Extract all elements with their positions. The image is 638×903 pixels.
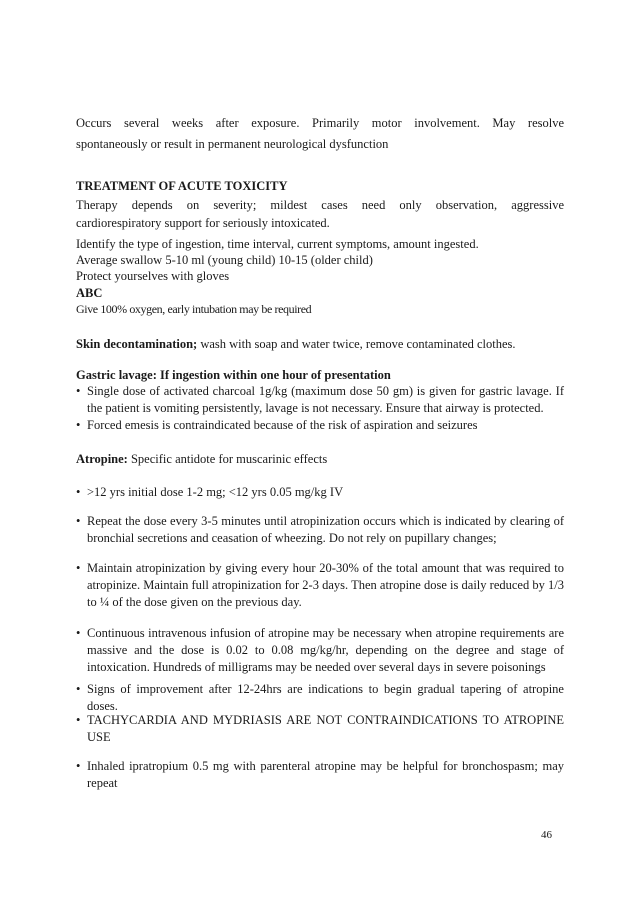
oxygen-line: Give 100% oxygen, early intubation may be required (76, 302, 312, 316)
gastric-bullet-2 (76, 417, 564, 434)
bullet-text: Single dose of activated charcoal 1g/kg (maximum dose 50 gm) is given for gastric lavage. If the patient is vomiting persistently, lavage is not necessary. Ensure that airway is protected. (87, 384, 564, 415)
bullet-text: Repeat the dose every 3-5 minutes until atropinization occurs which is indicated by clearing of bronchial secretions and ceasation of wheezing. Do not rely on pupillary changes; (87, 514, 564, 545)
bullet-glyph: • (76, 682, 81, 696)
atropine-bullet-3 (76, 560, 564, 611)
bullet-glyph: • (76, 418, 81, 432)
treatment-heading: TREATMENT OF ACUTE TOXICITY (76, 179, 288, 193)
page-number: 46 (541, 829, 552, 841)
atropine-text: Specific antidote for muscarinic effects (127, 452, 328, 466)
atropine-bullet-7 (76, 758, 564, 792)
bullet-glyph: • (76, 759, 81, 773)
treatment-line-3: Identify the type of ingestion, time interval, current symptoms, amount ingested. (76, 237, 479, 251)
gastric-heading: Gastric lavage: If ingestion within one hour of presentation (76, 368, 391, 382)
bullet-glyph: • (76, 485, 81, 499)
intro-line-1: Occurs several weeks after exposure. Primarily motor involvement. May resolve (76, 116, 564, 130)
treatment-line-2: cardiorespiratory support for seriously intoxicated. (76, 216, 330, 230)
bullet-glyph: • (76, 626, 81, 640)
bullet-glyph: • (76, 713, 81, 727)
bullet-glyph: • (76, 384, 81, 398)
skin-text: wash with soap and water twice, remove contaminated clothes. (197, 337, 516, 351)
atropine-intro (76, 451, 327, 467)
abc-label: ABC (76, 286, 103, 300)
bullet-text: Maintain atropinization by giving every hour 20-30% of the total amount that was required to atropinize. Maintain full atropinization for 2-3 days. Then atropine dose is daily reduced by 1/3 to ¼ of the dose given on the previous day. (87, 561, 564, 609)
treatment-line-1: Therapy depends on severity; mildest cases need only observation, aggressive (76, 198, 564, 212)
bullet-text: Forced emesis is contraindicated because of the risk of aspiration and seizures (87, 418, 478, 432)
skin-label: Skin decontamination; (76, 337, 198, 351)
bullet-text: >12 yrs initial dose 1-2 mg; <12 yrs 0.05 mg/kg IV (87, 485, 344, 499)
intro-line-2: spontaneously or result in permanent neurological dysfunction (76, 137, 389, 151)
atropine-bullet-2 (76, 513, 564, 547)
treatment-line-5: Protect yourselves with gloves (76, 269, 230, 283)
bullet-text: Continuous intravenous infusion of atropine may be necessary when atropine requirements are massive and the dose is 0.02 to 0.08 mg/kg/hr, depending on the degree and stage of intoxication. Hundreds of milligrams may be needed over several days in severe poisonings (87, 626, 564, 674)
bullet-text: TACHYCARDIA AND MYDRIASIS ARE NOT CONTRAINDICATIONS TO ATROPINE USE (87, 713, 564, 744)
treatment-line-4: Average swallow 5-10 ml (young child) 10-15 (older child) (76, 253, 373, 267)
bullet-text: Signs of improvement after 12-24hrs are indications to begin gradual tapering of atropine doses. (87, 682, 564, 713)
bullet-glyph: • (76, 514, 81, 528)
bullet-glyph: • (76, 561, 81, 575)
atropine-bullet-5 (76, 681, 564, 715)
atropine-bullet-6 (76, 712, 564, 746)
atropine-bullet-1 (76, 484, 564, 501)
gastric-bullet-1 (76, 383, 564, 417)
atropine-label: Atropine: (76, 452, 128, 466)
atropine-bullet-4 (76, 625, 564, 676)
bullet-text: Inhaled ipratropium 0.5 mg with parenteral atropine may be helpful for bronchospasm; may repeat (87, 759, 564, 790)
skin-decontamination (76, 336, 516, 352)
